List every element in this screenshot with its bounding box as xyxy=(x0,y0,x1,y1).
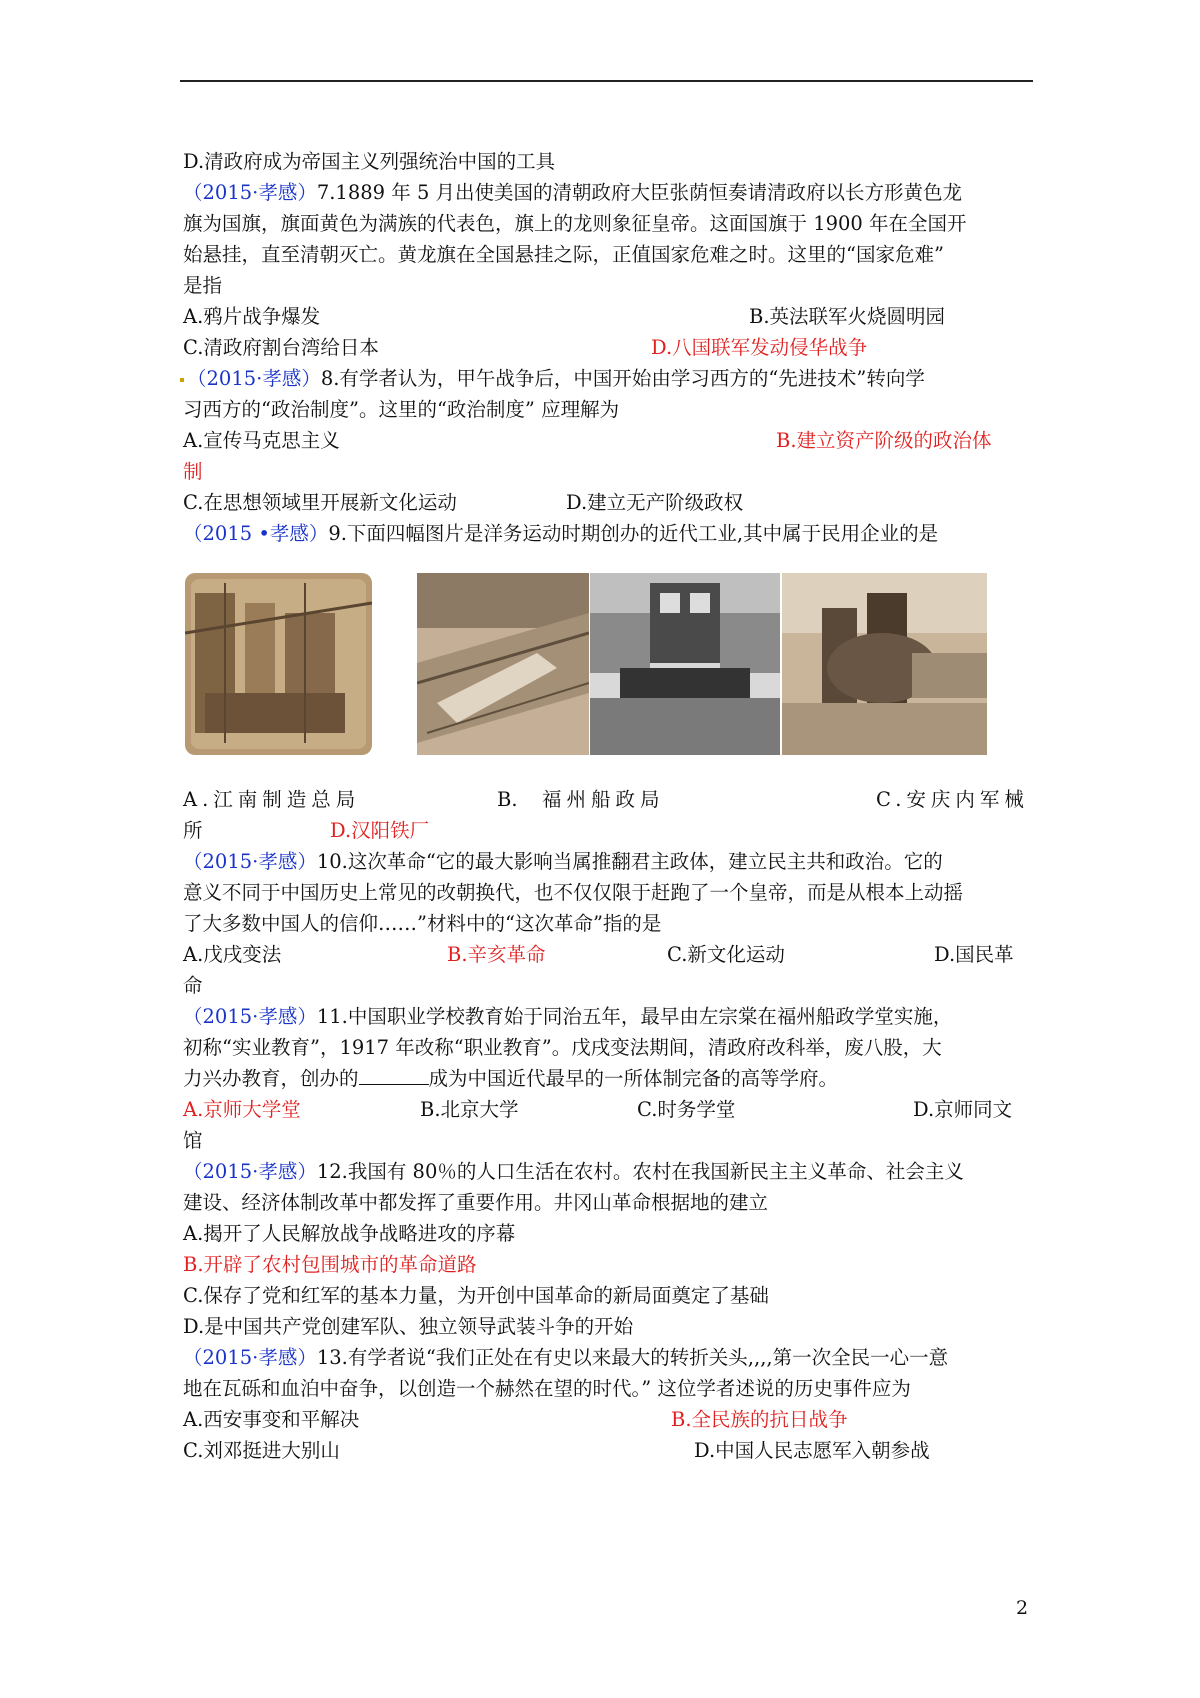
q7-option-a: A.鸦片战争爆发 xyxy=(183,305,321,328)
page-number: 2 xyxy=(1016,1597,1029,1619)
q7-line-1: （2015·孝感）7.1889 年 5 月出使美国的清朝政府大臣张荫恒奏请清政府以长方形黄色龙 xyxy=(183,181,963,204)
q11-line-3: 力兴办教育，创办的 成为中国近代最早的一所体制完备的高等学府。 xyxy=(183,1067,839,1090)
q9-option-d-answer: D.汉阳铁厂 xyxy=(330,819,430,842)
q13-option-c: C.刘邓挺进大别山 xyxy=(183,1439,340,1462)
q9-option-b-label: B. xyxy=(497,788,518,811)
q8-line-1: （2015·孝感）8.有学者认为，甲午战争后，中国开始由学习西方的“先进技术”转向学 xyxy=(180,363,1030,394)
q9-option-c: C.安庆内军械 xyxy=(876,788,1029,811)
q7-line-3: 始悬挂，直至清朝灭亡。黄龙旗在全国悬挂之际，正值国家危难之时。这里的“国家危难” xyxy=(183,243,944,266)
q12-option-b-answer: B.开辟了农村包围城市的革命道路 xyxy=(183,1253,477,1276)
q7-source: （2015·孝感） xyxy=(183,181,317,204)
q9-option-a: A.江南制造总局 xyxy=(183,788,361,811)
q13-option-d: D.中国人民志愿军入朝参战 xyxy=(694,1439,930,1462)
q8-source: （2015·孝感） xyxy=(187,367,321,390)
q8-option-b-answer: B.建立资产阶级的政治体 xyxy=(776,429,992,452)
q8-option-c: C.在思想领域里开展新文化运动 xyxy=(183,491,457,514)
q12-source: （2015·孝感） xyxy=(183,1160,317,1183)
q8-option-b-answer-cont: 制 xyxy=(183,460,203,483)
q10-source: （2015·孝感） xyxy=(183,850,317,873)
q9-line-1: （2015 •孝感）9.下面四幅图片是洋务运动时期创办的近代工业,其中属于民用企业的是 xyxy=(183,522,939,545)
q7-line-2: 旗为国旗，旗面黄色为满族的代表色，旗上的龙则象征皇帝。这面国旗于 1900 年在全国开 xyxy=(183,212,967,235)
q13-source: （2015·孝感） xyxy=(183,1346,317,1369)
q13-option-b-answer: B.全民族的抗日战争 xyxy=(671,1408,848,1431)
q11-option-d: D.京师同文 xyxy=(913,1098,1013,1121)
q10-line-2: 意义不同于中国历史上常见的改朝换代，也不仅仅限于赶跑了一个皇帝，而是从根本上动摇 xyxy=(183,881,964,904)
q9-source: （2015 •孝感） xyxy=(183,522,329,545)
photo-hanyang-ironworks xyxy=(782,573,987,755)
q8-option-d: D.建立无产阶级政权 xyxy=(566,491,744,514)
q10-line-1: （2015·孝感）10.这次革命“它的最大影响当属推翻君主政体，建立民主共和政治。它的 xyxy=(183,850,943,873)
q11-source: （2015·孝感） xyxy=(183,1005,317,1028)
q12-option-a: A.揭开了人民解放战争战略进攻的序幕 xyxy=(183,1222,516,1245)
q7-line-4: 是指 xyxy=(183,274,223,297)
q12-option-c: C.保存了党和红军的基本力量，为开创中国革命的新局面奠定了基础 xyxy=(183,1284,769,1307)
marker-dot xyxy=(180,378,184,382)
answer-blank xyxy=(359,1066,429,1085)
q10-option-d-cont: 命 xyxy=(183,974,203,997)
q13-line-1: （2015·孝感）13.有学者说“我们正处在有史以来最大的转折关头,,,,第一次全民一心一意 xyxy=(183,1346,949,1369)
header-rule xyxy=(180,80,1033,82)
q9-option-c-cont: 所 xyxy=(183,819,203,842)
q10-option-a: A.戊戌变法 xyxy=(183,943,282,966)
photo-anqing-armory xyxy=(590,573,780,755)
q13-line-2: 地在瓦砾和血泊中奋争，以创造一个赫然在望的时代。” 这位学者述说的历史事件应为 xyxy=(183,1377,911,1400)
q12-line-2: 建设、经济体制改革中都发挥了重要作用。井冈山革命根据地的建立 xyxy=(183,1191,769,1214)
q13-option-a: A.西安事变和平解决 xyxy=(183,1408,360,1431)
q11-line-2: 初称“实业教育”，1917 年改称“职业教育”。戊戌变法期间，清政府改科举，废八股，大 xyxy=(183,1036,942,1059)
q7-option-c: C.清政府割台湾给日本 xyxy=(183,336,379,359)
q11-line-1: （2015·孝感）11.中国职业学校教育始于同治五年，最早由左宗棠在福州船政学堂实施， xyxy=(183,1005,953,1028)
q12-line-1: （2015·孝感）12.我国有 80％的人口生活在农村。农村在我国新民主主义革命、社会主义 xyxy=(183,1160,964,1183)
q7-option-d-answer: D.八国联军发动侵华战争 xyxy=(651,336,868,359)
q11-option-a-answer: A.京师大学堂 xyxy=(183,1098,301,1121)
q8-option-a: A.宣传马克思主义 xyxy=(183,429,340,452)
q11-option-d-cont: 馆 xyxy=(183,1129,203,1152)
photo-fuzhou-shipyard xyxy=(417,573,589,755)
q9-option-b: 福州船政局 xyxy=(542,788,665,811)
q6-option-d: D.清政府成为帝国主义列强统治中国的工具 xyxy=(183,150,556,173)
q10-line-3: 了大多数中国人的信仰……”材料中的“这次革命”指的是 xyxy=(183,912,662,935)
q11-option-c: C.时务学堂 xyxy=(637,1098,736,1121)
q8-line-2: 习西方的“政治制度”。这里的“政治制度” 应理解为 xyxy=(183,398,620,421)
q12-option-d: D.是中国共产党创建军队、独立领导武装斗争的开始 xyxy=(183,1315,634,1338)
q11-option-b: B.北京大学 xyxy=(420,1098,519,1121)
q10-option-b-answer: B.辛亥革命 xyxy=(447,943,546,966)
q10-option-d: D.国民革 xyxy=(934,943,1014,966)
q7-option-b: B.英法联军火烧圆明园 xyxy=(749,305,946,328)
q10-option-c: C.新文化运动 xyxy=(667,943,785,966)
photo-jiangnan-arsenal xyxy=(185,573,372,755)
